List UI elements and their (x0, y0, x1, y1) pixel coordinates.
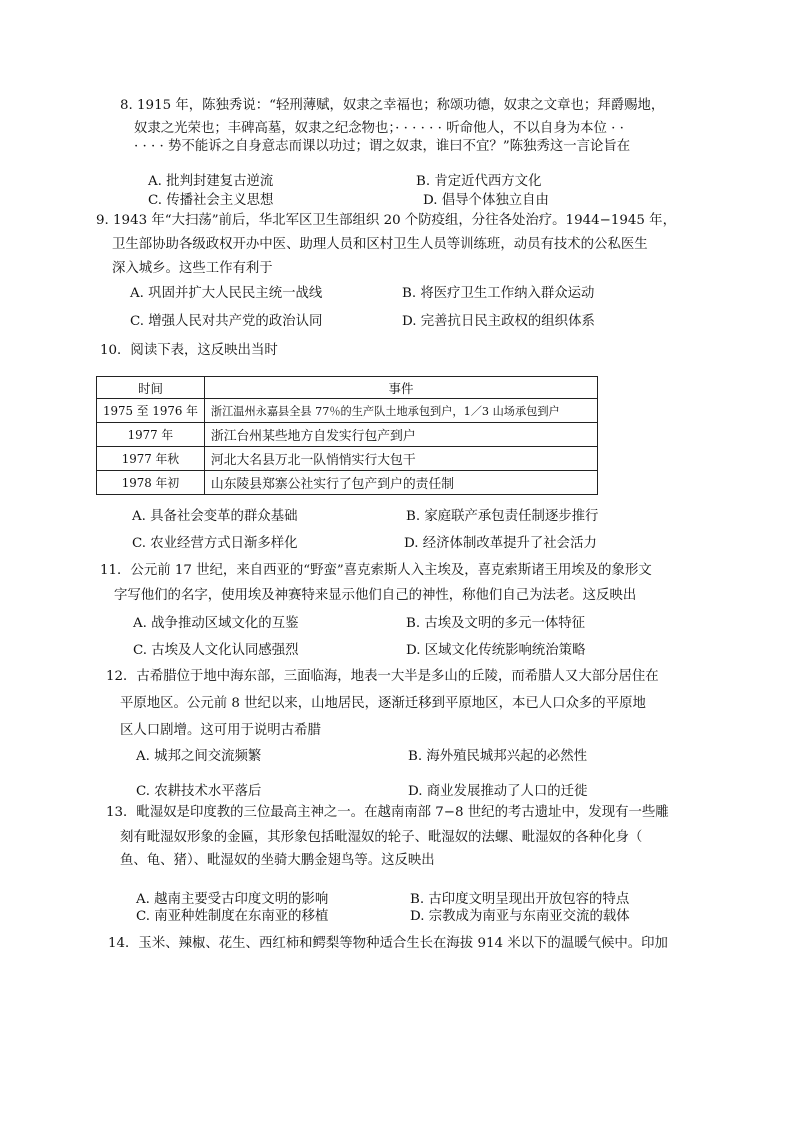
table-cell-time: 1977 年秋 (97, 447, 205, 471)
q8-stem-line-2: 奴隶之光荣也；丰碑高墓，奴隶之纪念物也；· · · · · · 听命他人，不以自身为本位 · · (134, 121, 624, 136)
q8-option-d: D. 倡导个体独立自由 (423, 193, 549, 208)
table-cell-time: 1975 至 1976 年 (97, 399, 205, 423)
table-cell-time: 1978 年初 (97, 471, 205, 495)
q13-option-d: D. 宗教成为南亚与东南亚交流的载体 (410, 909, 630, 924)
table-header-row (97, 377, 598, 399)
q10-stem: 10．阅读下表，这反映出当时 (100, 343, 278, 358)
q12-option-d: D. 商业发展推动了人口的迁徙 (408, 784, 588, 799)
q8-stem-line-3: · · · · 势不能诉之自身意志而课以功过；谓之奴隶，谁曰不宜？”陈独秀这一言论旨在 (134, 139, 631, 154)
q12-stem-line-3: 区人口剧增。这可用于说明古希腊 (120, 723, 321, 738)
q11-option-b: B. 古埃及文明的多元一体特征 (406, 616, 586, 631)
q13-stem-line-3: 鱼、龟、猪）、毗湿奴的坐骑大鹏金翅鸟等。这反映出 (120, 853, 435, 868)
q8-stem-line-1: 8. 1915 年，陈独秀说：“轻刑薄赋，奴隶之幸福也；称颂功德，奴隶之文章也；拜爵赐地， (120, 98, 665, 113)
q13-option-c: C. 南亚种姓制度在东南亚的移植 (136, 909, 329, 924)
q12-option-c: C. 农耕技术水平落后 (136, 784, 262, 799)
q8-option-b: B. 肯定近代西方文化 (416, 174, 542, 189)
q11-stem-line-1: 11．公元前 17 世纪，来自西亚的“野蛮”喜克索斯人入主埃及，喜克索斯诸王用埃及的象形文 (100, 563, 652, 578)
q12-option-a: A. 城邦之间交流频繁 (136, 749, 262, 764)
q9-option-a: A. 巩固并扩大人民民主统一战线 (130, 286, 323, 301)
q11-option-a: A. 战争推动区域文化的互鉴 (133, 616, 299, 631)
q9-stem-line-2: 卫生部协助各级政权开办中医、助理人员和区村卫生人员等训练班，动员有技术的公私医生 (112, 237, 648, 252)
q11-option-d: D. 区域文化传统影响统治策略 (406, 643, 586, 658)
table-cell-event: 浙江台州某些地方自发实行包产到户 (204, 423, 597, 447)
table-row (97, 399, 598, 423)
events-table (96, 376, 598, 495)
table-cell-event: 河北大名县万北一队悄悄实行大包干 (204, 447, 597, 471)
q14-stem: 14．玉米、辣椒、花生、西红柿和鳄梨等物种适合生长在海拔 914 米以下的温暖气候中。印加 (108, 936, 668, 951)
q12-stem-line-1: 12．古希腊位于地中海东部，三面临海，地表一大半是多山的丘陵，而希腊人又大部分居住在 (106, 669, 659, 684)
table-row (97, 471, 598, 495)
table-header-event: 事件 (204, 377, 597, 399)
q10-option-b: B. 家庭联产承包责任制逐步推行 (406, 509, 599, 524)
q10-option-a: A. 具备社会变革的群众基础 (132, 509, 298, 524)
table-cell-event: 山东陵县郑寨公社实行了包产到户的责任制 (204, 471, 597, 495)
q12-option-b: B. 海外殖民城邦兴起的必然性 (408, 749, 588, 764)
q10-option-c: C. 农业经营方式日渐多样化 (132, 536, 298, 551)
q13-option-a: A. 越南主要受古印度文明的影响 (136, 892, 329, 907)
q9-option-b: B. 将医疗卫生工作纳入群众运动 (402, 286, 595, 301)
table-cell-event: 浙江温州永嘉县全县 77％的生产队土地承包到户，1／3 山场承包到户 (204, 399, 597, 423)
q10-option-d: D. 经济体制改革提升了社会活力 (404, 536, 597, 551)
table-cell-time: 1977 年 (97, 423, 205, 447)
table-row (97, 447, 598, 471)
q13-stem-line-2: 刻有毗湿奴形象的金匾，其形象包括毗湿奴的轮子、毗湿奴的法螺、毗湿奴的各种化身（ (120, 830, 643, 845)
q11-stem-line-2: 字写他们的名字，使用埃及神赛特来显示他们自己的神性，称他们自己为法老。这反映出 (114, 588, 637, 603)
q12-stem-line-2: 平原地区。公元前 8 世纪以来，山地居民，逐渐迁移到平原地区，本已人口众多的平原地 (120, 696, 646, 711)
q13-option-b: B. 古印度文明呈现出开放包容的特点 (410, 892, 630, 907)
q13-stem-line-1: 13．毗湿奴是印度教的三位最高主神之一。在越南南部 7−8 世纪的考古遗址中，发现有一些雕 (106, 805, 669, 820)
q8-option-a: A. 批判封建复古逆流 (148, 174, 274, 189)
q11-option-c: C. 古埃及人文化认同感强烈 (133, 643, 299, 658)
q9-option-c: C. 增强人民对共产党的政治认同 (130, 314, 323, 329)
q9-stem-line-1: 9. 1943 年“大扫荡”前后，华北军区卫生部组织 20 个防疫组，分往各处治疗。1944−1945 年， (96, 213, 676, 228)
q8-option-c: C. 传播社会主义思想 (148, 193, 274, 208)
q9-stem-line-3: 深入城乡。这些工作有利于 (112, 261, 273, 276)
q9-option-d: D. 完善抗日民主政权的组织体系 (402, 314, 595, 329)
table-header-time: 时间 (97, 377, 205, 399)
table-row (97, 423, 598, 447)
